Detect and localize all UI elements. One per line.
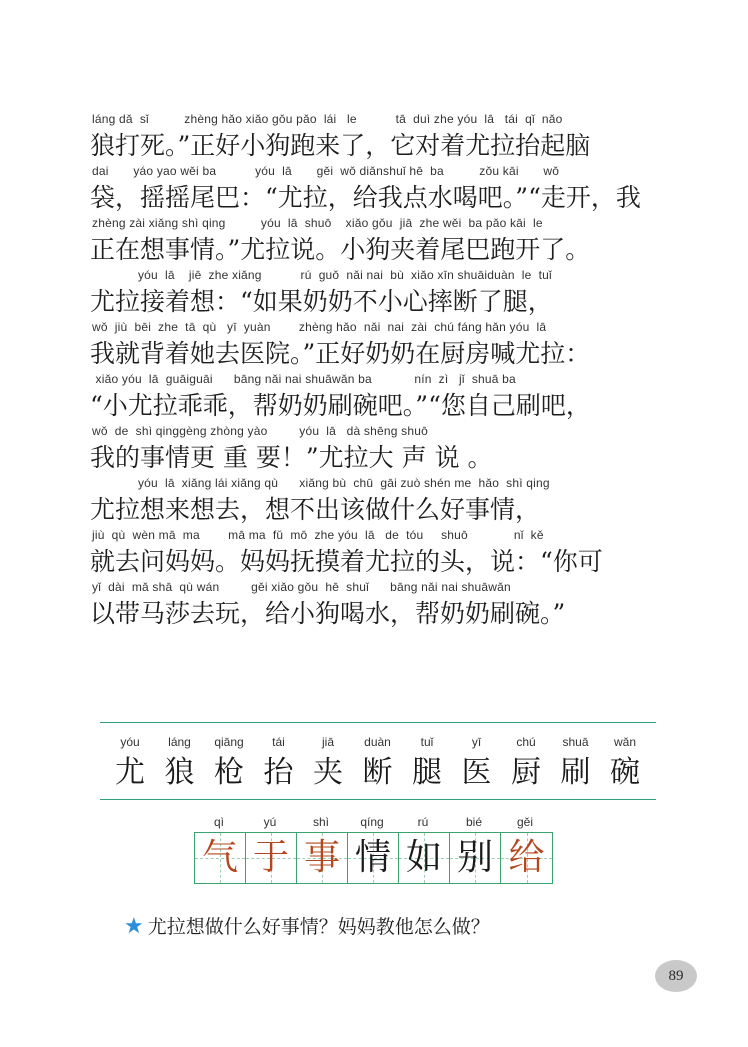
pinyin-line: láng dǎ sǐ zhèng hǎo xiǎo gǒu pǎo lái le tā duì zhe yóu lā tái qǐ nǎo [92,112,563,126]
vocab-character: 厨 [511,755,541,790]
vocab-item [108,723,152,799]
vocab-character: 抬 [263,755,294,790]
page-number: 89 [655,960,697,992]
vocab-item [158,723,202,799]
pinyin-line: zhèng zài xiǎng shì qing yóu lā shuō xiǎo gǒu jiā zhe wěi ba pǎo kāi le [92,216,543,230]
pinyin-line: wǒ de shì qinggèng zhòng yào yóu lā dà shēng shuō [92,424,428,438]
vocab-character: 夹 [313,755,343,790]
vocab-item [405,723,449,799]
text-line: 正在想事情。”尤拉说。小狗夹着尾巴跑开了。 [90,235,591,264]
text-line: 狼打死。”正好小狗跑来了，它对着尤拉抬起脑 [90,131,591,160]
vocab-pinyin: duàn [364,735,391,749]
vocab-character: 刷 [560,755,591,790]
writing-cell [501,833,552,883]
pinyin-line: yǐ dài mǎ shā qù wán gěi xiǎo gǒu hē shuǐ bāng nǎi nai shuāwǎn [92,580,511,594]
text-line: 尤拉想来想去，想不出该做什么好事情， [90,495,541,524]
vocab-item [306,723,350,799]
text-line: 我就背着她去医院。”正好奶奶在厨房喊尤拉： [90,339,591,368]
writing-cell [348,833,399,883]
writing-pinyin: gěi [516,815,533,829]
vocab-character: 断 [362,755,393,790]
vocab-item [603,723,647,799]
writing-character: 如 [405,837,442,878]
writing-grid [194,832,553,884]
text-line: “小尤拉乖乖，帮奶奶刷碗吧。”“您自己刷吧， [90,391,591,420]
pinyin-line: wǒ jiù bēi zhe tā qù yī yuàn zhèng hǎo nǎi nai zài chú fáng hǎn yóu lā [92,320,547,334]
vocab-item [455,723,499,799]
vocab-pinyin: tái [272,735,285,749]
vocab-pinyin: láng [168,735,191,749]
vocab-pinyin: chú [516,735,536,749]
writing-character: 事 [303,837,340,878]
vocab-pinyin: shuā [562,735,589,749]
writing-pinyin: yú [263,815,277,829]
text-line: 以带马莎去玩，给小狗喝水，帮奶奶刷碗。” [90,599,566,628]
vocab-pinyin: qiāng [214,735,244,749]
vocab-character: 枪 [214,755,244,790]
vocab-item [356,723,400,799]
text-line: 我的事情更 重 要！”尤拉大 声 说 。 [90,443,493,472]
vocab-pinyin: tuǐ [420,735,434,749]
vocab-pinyin: yī [471,735,482,749]
writing-cell [246,833,297,883]
writing-pinyin: qíng [360,815,384,829]
pinyin-line: dai yáo yao wěi ba yóu lā gěi wǒ diǎnshuǐ hē ba zǒu kāi wǒ [92,164,560,178]
pinyin-line: yóu lā jiē zhe xiǎng rú guǒ nǎi nai bù xiǎo xīn shuāiduàn le tuǐ [92,268,552,282]
writing-character: 气 [201,837,238,878]
vocab-item [504,723,548,799]
vocabulary-row [100,722,656,800]
writing-character: 情 [354,837,391,878]
pinyin-line: xiǎo yóu lā guāiguāi bāng nǎi nai shuāwǎn ba nín zì jǐ shuā ba [92,372,516,386]
star-icon: ★ [124,914,144,939]
text-line: 袋，摇摇尾巴：“尤拉，给我点水喝吧。”“走开，我 [90,183,641,212]
vocab-pinyin: wǎn [613,735,636,749]
writing-character: 给 [508,837,545,878]
writing-cell [297,833,348,883]
vocab-pinyin: yóu [120,735,140,749]
question-text: 尤拉想做什么好事情？妈妈教他怎么做？ [147,916,490,938]
vocab-character: 狼 [164,755,195,790]
writing-cell [450,833,501,883]
writing-cell [399,833,450,883]
writing-pinyin: bié [465,815,482,829]
writing-pinyin: rú [417,815,429,829]
vocab-character: 医 [461,755,492,790]
vocab-item [257,723,301,799]
text-line: 就去问妈妈。妈妈抚摸着尤拉的头，说：“你可 [90,547,603,576]
vocab-pinyin: jiā [321,735,334,749]
writing-pinyin: qì [213,815,224,829]
vocab-item [207,723,251,799]
pinyin-line: yóu lā xiǎng lái xiǎng qù xiǎng bù chū gāi zuò shén me hǎo shì qing [92,476,550,490]
vocab-character: 腿 [412,755,442,790]
writing-character: 于 [252,837,289,878]
text-line: 尤拉接着想：“如果奶奶不小心摔断了腿， [90,287,553,316]
vocab-character: 尤 [115,755,145,790]
discussion-question [124,912,644,939]
writing-cell [195,833,246,883]
vocab-item [554,723,598,799]
pinyin-line: jiù qù wèn mā ma mā ma fǔ mō zhe yóu lā de tóu shuō nǐ kě [92,528,544,542]
writing-pinyin: shì [312,815,329,829]
vocab-character: 碗 [610,755,640,790]
writing-character: 别 [456,837,493,878]
